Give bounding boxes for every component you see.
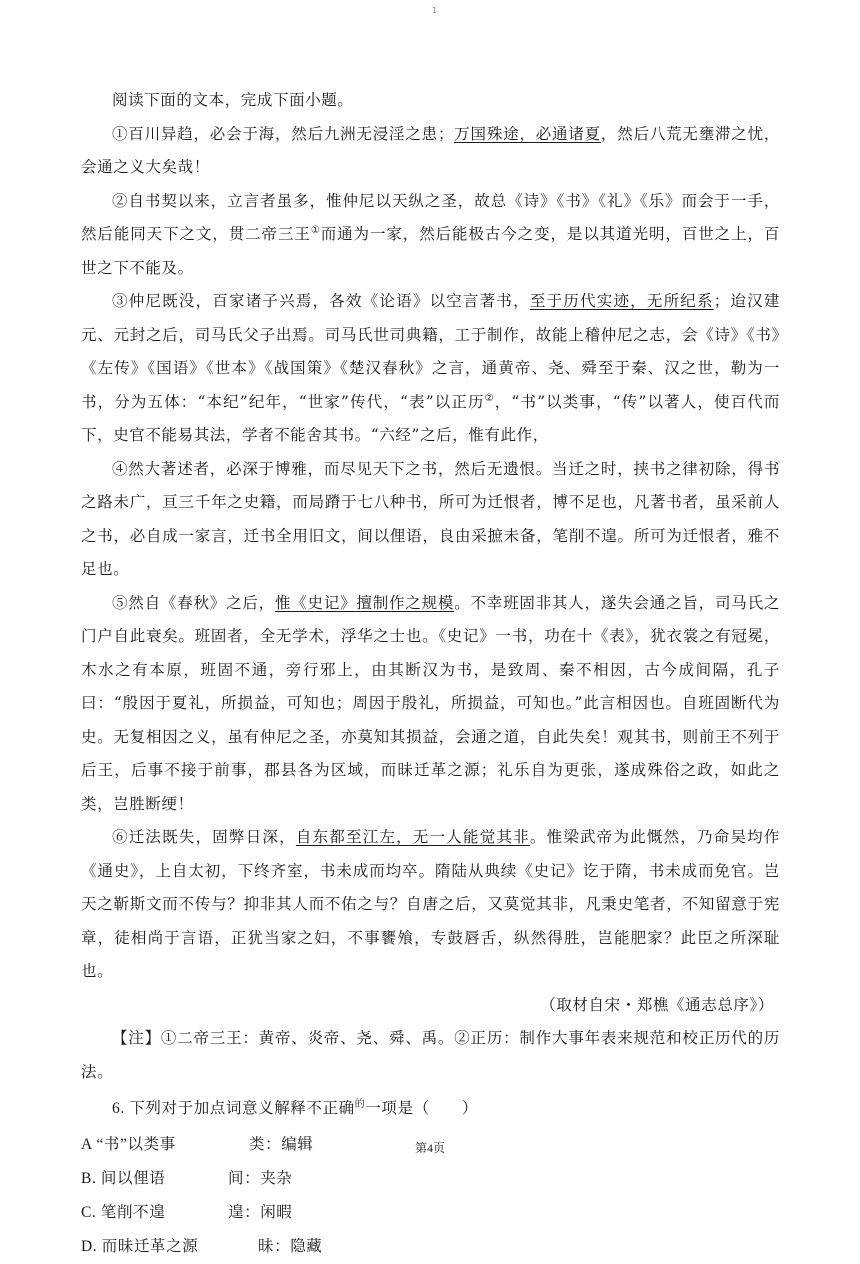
question-title-b: 一项是（ ） [365, 1100, 479, 1117]
paragraph-6 [81, 821, 780, 989]
footnote-marker-1: ① [310, 224, 321, 236]
source-citation: （取材自宋・郑樵《通志总序》） [540, 995, 774, 1014]
para5-text-b: 。不幸班固非其人，遂失会通之旨，司马氏之门户自此衰矣。班固者，全无学术，浮华之士也。《史记》一书，功在十《表》，犹衣裳之有冠冕，木水之有本原，班固不通，旁行邪上，由其断汉为书，是致周、秦不相因，古今成间隔，孔子曰：“殷因于夏礼，所损益，可知也；周因于殷礼，所损益，可知也。”此言相因也。自班固断代为史。无复相因之义，虽有仲尼之圣，亦莫知其损益，会通之道，自此失矣！观其书，则前王不列于后王，后事不接于前事，郡县各为区域，而昧迁革之源；礼乐自为更张，遂成殊俗之政，如此之类，岂胜断绠！ [81, 593, 780, 813]
para2-text-b: 而通为一家，然后能极古今之变，是以其道光明，百世之上，百世之下不能及。 [81, 225, 780, 277]
paragraph-5 [81, 587, 780, 822]
question-title-a: 6. 下列对于加点词意义解释不正确 [112, 1100, 355, 1117]
para3-text-b: ；迨汉建元、元封之后，司马氏父子出焉。司马氏世司典籍，工于制作，故能上稽仲尼之志，会《诗》《书》《左传》《国语》《世本》《战国策》《楚汉春秋》之言，通黄帝、尧、舜至于秦、汉之世，勒为一书，分为五体：“本纪”纪年，“世家”传代，“表”以正历 [81, 292, 780, 411]
document-body [81, 84, 780, 1264]
option-a-text: A “书”以类事 [81, 1136, 176, 1153]
option-c-explanation: 遑：闲暇 [228, 1204, 293, 1221]
option-c-text: C. 笔削不遑 [81, 1204, 166, 1221]
para5-text-a: ⑤然自《春秋》之后， [112, 593, 275, 612]
option-d-explanation: 昧：隐藏 [258, 1238, 323, 1255]
question-title-de: 的 [354, 1098, 366, 1110]
paragraph-4: ④然大著述者，必深于博雅，而尽见天下之书，然后无遗恨。当迁之时，挟书之律初除，得书之路未广，亘三千年之史籍，而局蹐于七八种书，所可为迁恨者，博不足也，凡著书者，虽采前人之书，必自成一家言，迁书全用旧文，间以俚语，良由采摭未备，笔削不遑。所可为迁恨者，雅不足也。 [81, 459, 780, 578]
para3-text-c: ，“书”以类事，“传”以著人，使百代而下，史官不能易其法，学者不能舍其书。“六经”之后，惟有此作， [81, 392, 780, 444]
annotation-note: 【注】①二帝三王：黄帝、炎帝、尧、舜、禹。②正历：制作大事年表来规范和校正历代的历法。 [81, 1029, 780, 1081]
option-d[interactable] [81, 1230, 780, 1264]
option-b-text: B. 间以俚语 [81, 1170, 166, 1187]
para1-text-b: ，然后八荒无壅滞之忧，会通之义大矣哉！ [81, 124, 780, 176]
question-title [81, 1092, 780, 1126]
para6-text-a: ⑥迁法既失，固弊日深， [112, 828, 296, 846]
paragraph-1 [81, 118, 780, 185]
intro-text: 阅读下面的文本，完成下面小题。 [112, 91, 354, 109]
para6-text-b: 。惟梁武帝为此慨然，乃命吴均作《通史》，上自太初，下终齐室，书未成而均卒。隋陆从典续《史记》讫于隋，书未成而免官。岂天之靳斯文而不传与？抑非其人而不佑之与？自唐之后，又莫觉其非，凡秉史笔者，不知留意于宪章，徒相尚于言语，正犹当家之妇，不事饔飧，专鼓唇舌，纵然得胜，岂能肥家？此臣之所深耻也。 [81, 828, 780, 980]
footnote-marker-2: ② [484, 392, 495, 404]
option-a-explanation: 类：编辑 [249, 1136, 314, 1153]
para3-text-a: ③仲尼既没，百家诸子兴焉，各效《论语》以空言著书， [112, 292, 530, 310]
para1-underlined: 万国殊途，必通诸夏 [454, 124, 601, 143]
paragraph-3 [81, 285, 780, 453]
page-number: 第4页 [414, 1141, 445, 1155]
option-c[interactable] [81, 1196, 780, 1230]
option-b-explanation: 间：夹杂 [228, 1170, 293, 1187]
paragraph-2 [81, 185, 780, 286]
option-b[interactable] [81, 1162, 780, 1196]
option-d-text: D. 而昧迁革之源 [81, 1238, 199, 1255]
para1-text-a: ①百川异趋，必会于海，然后九洲无浸淫之患； [112, 124, 455, 143]
para6-underlined: 自东都至江左，无一人能觉其非 [295, 828, 530, 846]
para3-underlined: 至于历代实迹，无所纪系 [529, 292, 714, 310]
header-mark: 1 [432, 6, 438, 15]
para5-underlined: 惟《史记》擅制作之规模 [274, 593, 455, 612]
para2-text-a: ②自书契以来，立言者虽多，惟仲尼以天纵之圣，故总《诗》《书》《礼》《乐》而会于一手，然后能同天下之文，贯二帝三王 [81, 191, 780, 243]
